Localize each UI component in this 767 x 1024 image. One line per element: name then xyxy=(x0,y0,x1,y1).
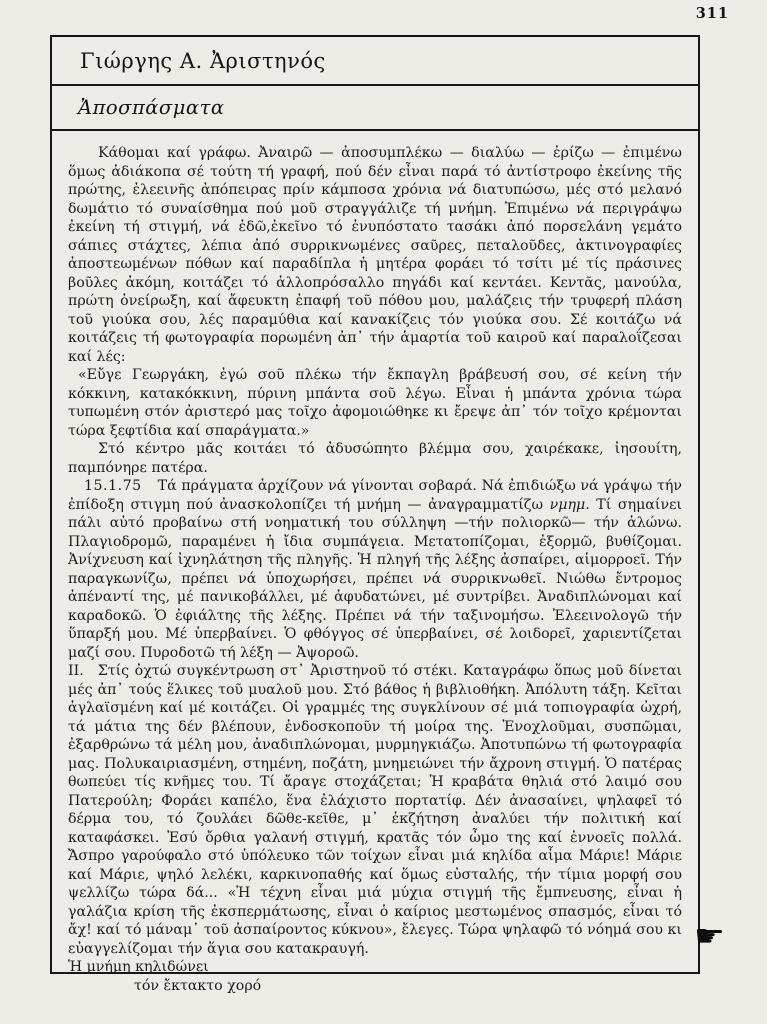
paragraph-1: Κάθομαι καί γράφω. Ἀναιρῶ — ἀποσυμπλέκω — διαλύω — ἐρίζω — ἐπιμένω ὅμως ἀδιάκοπα σέ τούτη τή γραφή, πού δέν εἶναι παρά τό ἀντίστροφο ἐκείνης τῆς πρώτης, ἐλεεινῆς ἀπόπειρας πρίν κάμποσα χρόνια νά διατυπώσω, μές στό μελανό δωμάτιο τό συναίσθημα πού μοῦ στραγγάλιζε τή μνήμη. Ἐπιμένω νά περιγράψω ἐκείνη τή στιγμή, νά ἐδῶ,ἐκεῖνο τό ἐνυπόστατο τασάκι ἀπό πορσελάνη γεμάτο σάπιες στάχτες, λέπια ἀπό συρρικνωμένες σαῦρες, πεταλοῦδες, ἀκτινογραφίες ἀποστεωμένων πόθων καί παραδίπλα ἡ μητέρα φοράει τό τσίτι μέ τίς πράσινες βοῦλες ἀκόμη, κοιτάζει τό ἀλλοπρόσαλλο πηγάδι καί κεντάει. Κεντᾶς, μανούλα, πρώτη ὀνείρωξη, καί ἄφευκτη ἐπαφή τοῦ πόθου μου, μαλάζεις τήν τρυφερή πλάση τοῦ γιούκα σου, λές παραμύθια καί κανακίζεις τόν γιούκα σου. Σέ κοιτάζω νά κοιτάζεις τή φωτογραφία πορωμένη ἀπ᾽ τήν ἁμαρτία τοῦ καιροῦ καί παραλοΐζεσαι καί λές: xyxy=(68,145,682,365)
author-name: Γιώργης Α. Ἀριστηνός xyxy=(80,48,326,73)
paragraph-2-quote: «Εὔγε Γεωργάκη, ἐγώ σοῦ πλέκω τήν ἔκπαγλη βράβευσή σου, σέ κείνη τήν κόκκινη, κατακόκκινη, πύρινη μπάντα σοῦ λέγω. Εἶναι ἡ μπάντα χρόνια τώρα τυπωμένη στόν ἀριστερό μας τοῖχο ἀφομοιώθηκε κι ἔρεψε ἀπ᾽ τόν τοῖχο κρέμονται τώρα ξεφτίδια καί σπαράγματα.» xyxy=(68,367,682,439)
paragraph-3: Στό κέντρο μᾶς κοιτάει τό ἀδυσώπητο βλέμμα σου, χαιρέκακε, ἰησουίτη, παμπόνηρε πατέρα. xyxy=(68,441,682,476)
author-row xyxy=(52,37,698,86)
text-frame xyxy=(50,35,700,994)
verse-line-1: Ἡ μνήμη κηλιδώνει xyxy=(68,959,209,975)
body-text xyxy=(52,131,698,1005)
manicule-icon: ☛ xyxy=(693,919,725,954)
entry-text-before: Τά πράγματα ἀρχίζουν νά γίνονται σοβαρά. Νά ἐπιδιώξω νά γράψω τήν ἐπίδοξη στιγμη πού ἀνασκολοπίζει τή μνήμη — ἀναγραμματίζω xyxy=(68,478,682,513)
diary-entry-15-1-75 xyxy=(68,477,682,662)
work-title: Ἀποσπάσματα xyxy=(78,96,225,119)
entry-numeral: II. xyxy=(68,663,84,679)
verse-line-2: τόν ἔκτακτο χορό xyxy=(134,977,262,994)
title-row xyxy=(52,86,698,131)
entry-date: 15.1.75 xyxy=(84,478,142,494)
anagram-word: νμημ xyxy=(549,496,586,513)
entry-text-after: . Τί σημαίνει πάλι αὐτό προβαίνω στή νοηματική του σύλληψη —τήν πολιορκῶ— τήν ἁλώνω. Πλαγιοδρομῶ, παραμένει ἡ ἴδια συμπάγεια. Μετατοπίζομαι, ἐξορμῶ, βυθίζομαι. Ἀνίχνευση καί ἰχνηλάτηση τῆς πληγῆς. Ἡ πληγή τῆς λέξης ἀσπαίρει, αἱμορροεῖ. Τήν παραγκωνίζω, πρέπει νά ὑποχωρήσει, πρέπει νά συρρικνωθεῖ. Νιώθω ἔντρομος ἀπέναντί της, μέ πανικοβάλλει, μέ ἀφυδατώνει, μέ συντρίβει. Ἀναδιπλώνομαι καί καραδοκῶ. Ὁ ἐφιάλτης τῆς λέξης. Πρέπει νά τήν ταξινομήσω. Ἐλεεινολογῶ τήν ὕπαρξή μου. Μέ ὑπερβαίνει. Ὁ φθόγγος σέ ὑπερβαίνει, σέ λοιδορεῖ, χαριεντίζεται μαζί σου. Πυροδοτῶ τή λέξη — Ἀψοροῶ. xyxy=(68,496,682,661)
verse xyxy=(68,958,682,995)
entry-ii-text: Στίς ὀχτώ συγκέντρωση στ᾽ Ἀριστηνοῦ τό στέκι. Καταγράφω ὅπως μοῦ δίνεται μές ἀπ᾽ τούς ἕλικες τοῦ μυαλοῦ μου. Στό βάθος ἡ βιβλιοθήκη. Ἀπόλυτη τάξη. Κεῖται ἀγλαϊσμένη καί μέ κοιτάζει. Οἱ γραμμές της συγκλίνουν σέ μιά τοπιογραφία ὠχρή, τά μάτια της δέν βλέπουν, ἐνδοσκοποῦν τή μοίρα της. Ἐνοχλοῦμαι, συσπῶμαι, ἐξαρθρώνω τά μέλη μου, ἀναδιπλώνομαι, μυρμηγκιάζω. Ἀποτυπώνω τή φωτογραφία μας. Πολυκαιριασμένη, στημένη, ποζάτη, μνημειώνει τήν ἄχρονη στιγμή. Ὁ πατέρας θωπεύει τίς κνῆμες του. Τί ἄραγε στοχάζεται; Ἡ κραβάτα θηλιά στό λαιμό σου Πατερούλη; Φοράει καπέλο, ἕνα ἐλάχιστο πορτατίφ. Δέν ἀνασαίνει, ψηλαφεῖ τό δέρμα του, τό ζουλάει δῶθε-κεῖθε, μ᾽ ἐκζήτηση ἀναλύει τήν πολιτική καί καταφάσκει. Ἐσύ ὄρθια γαλανή στιγμή, κρατᾶς τόν ὦμο της καί ἐννοεῖς πολλά. Ἄσπρο γαρούφαλο στό ὑπόλευκο τῶν τοίχων εἶναι μιά κηλίδα αἷμα Μάριε! Μάριε καί Μάριε, ψηλό λελέκι, καρκινοπαθής καί ὅμως εὐσταλής, τήν τίμια μορφή σου ψελλίζω τώρα δά... «Ἡ τέχνη εἶναι μιά μύχια στιγμή τῆς ἔμπνευσης, εἶναι ἡ γαλάζια κρίση τῆς ἐκσπερμάτωσης, εἶναι ὁ καίριος μεστωμένος σπασμός, εἶναι τό ἄχ! καί τό μάναμ᾽ τοῦ ἀσπαίροντος κύκνου», ἔλεγες. Τώρα ψηλαφῶ τό νόημά σου κι εὐαγγελίζομαι τήν ἅγια σου κατακραυγή. xyxy=(68,663,682,957)
page-number: 311 xyxy=(695,5,729,22)
diary-entry-ii xyxy=(68,662,682,958)
